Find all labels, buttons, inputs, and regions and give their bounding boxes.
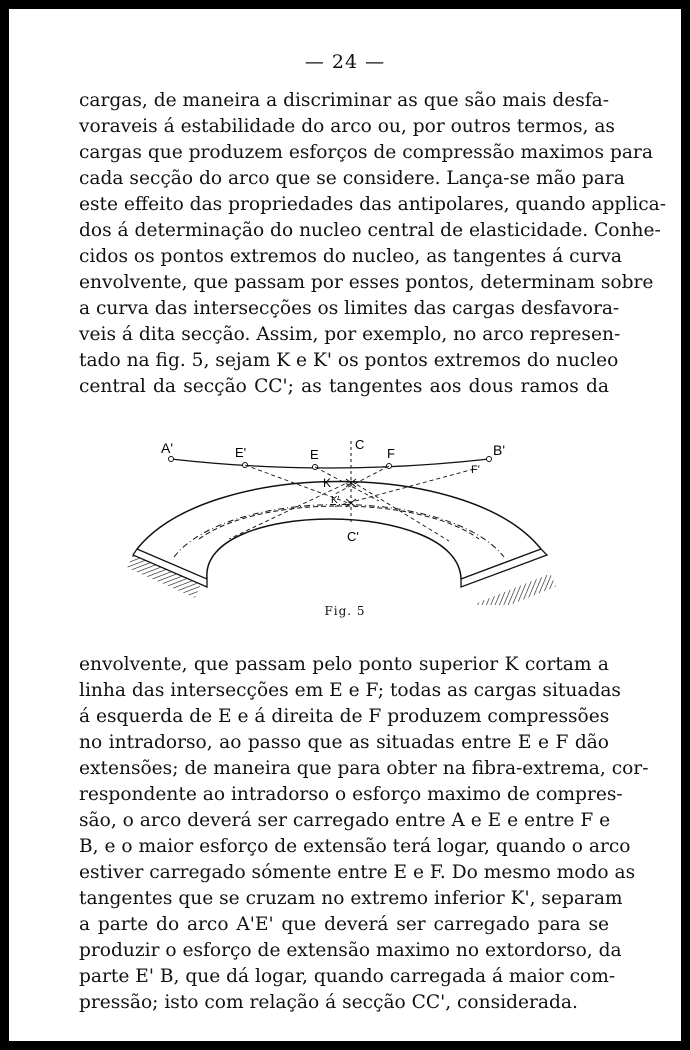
arch-figure	[119, 429, 559, 605]
intersection-line	[171, 459, 489, 468]
text-line: cada secção do arco que se considere. Lança-se mão para	[79, 168, 625, 189]
page-number: — 24 —	[304, 51, 386, 73]
label-a: A'	[161, 440, 174, 456]
text-line: no intradorso, ao passo que as situadas entre E e F dão	[79, 732, 609, 753]
label-e: E	[310, 447, 319, 462]
text-line: cidos os pontos extremos do nucleo, as tangentes á curva	[79, 246, 622, 267]
crossing-mark	[346, 479, 356, 507]
text-line: B, e o maior esforço de extensão terá logar, quando o arco	[79, 836, 631, 857]
label-f: F	[387, 446, 395, 461]
text-line: parte E' B, que dá logar, quando carregada á maior com-	[79, 966, 616, 987]
paragraph-2	[79, 652, 649, 1016]
text-line: voraveis á estabilidade do arco ou, por outros termos, as	[79, 116, 615, 137]
text-line: produzir o esforço de extensão maximo no extordorso, da	[79, 940, 622, 961]
label-k-prime: K'	[331, 495, 340, 506]
text-line: dos á determinação do nucleo central de elasticidade. Conhe-	[79, 220, 661, 241]
book-page	[9, 9, 681, 1041]
text-line: este effeito das propriedades das antipolares, quando applica-	[79, 194, 667, 215]
arch-intrados	[207, 519, 461, 579]
text-line: central da secção CC'; as tangentes aos dous ramos da	[79, 376, 609, 397]
tangent-line	[229, 481, 351, 539]
text-line: respondente ao intradorso o esforço maximo de compres-	[79, 784, 623, 805]
text-line: envolvente, que passam pelo ponto superior K cortam a	[79, 654, 609, 675]
text-line: pressão; isto com relação á secção CC', considerada.	[79, 992, 578, 1013]
point-a	[169, 457, 174, 462]
envelope-curve	[174, 505, 504, 558]
label-c-prime: C'	[347, 529, 359, 544]
text-line: tado na fig. 5, sejam K e K' os pontos extremos do nucleo	[79, 350, 619, 371]
text-line: a parte do arco A'E' que deverá ser carregado para se	[79, 914, 609, 935]
figure-caption: Fig. 5	[324, 604, 366, 618]
right-abutment-hatch	[474, 574, 555, 605]
text-line: linha das intersecções em E e F; todas as cargas situadas	[79, 680, 621, 701]
text-line: cargas que produzem esforços de compressão maximos para	[79, 142, 653, 163]
text-line: estiver carregado sómente entre E e F. Do mesmo modo as	[79, 862, 636, 883]
text-line: a curva das intersecções os limites das cargas desfavora-	[79, 298, 620, 319]
text-line: tangentes que se cruzam no extremo inferior K', separam	[79, 888, 623, 909]
tangent-line	[333, 466, 389, 495]
label-k: K	[323, 476, 332, 490]
point-b	[487, 457, 492, 462]
text-line: cargas, de maneira a discriminar as que são mais desfa-	[79, 90, 610, 111]
label-c: C	[355, 437, 365, 452]
text-line: á esquerda de E e á direita de F produzem compressões	[79, 706, 610, 727]
label-b: B'	[493, 442, 506, 458]
label-f-prime: F'	[471, 464, 480, 476]
label-e-prime: E'	[235, 445, 247, 460]
tangent-line	[351, 481, 449, 541]
paragraph-1	[79, 88, 667, 400]
text-line: extensões; de maneira que para obter na fibra-extrema, cor-	[79, 758, 649, 779]
text-line: envolvente, que passam por esses pontos, determinam sobre	[79, 272, 654, 293]
text-line: veis á dita secção. Assim, por exemplo, no arco represen-	[79, 324, 621, 345]
text-line: são, o arco deverá ser carregado entre A e E e entre F e	[79, 810, 611, 831]
